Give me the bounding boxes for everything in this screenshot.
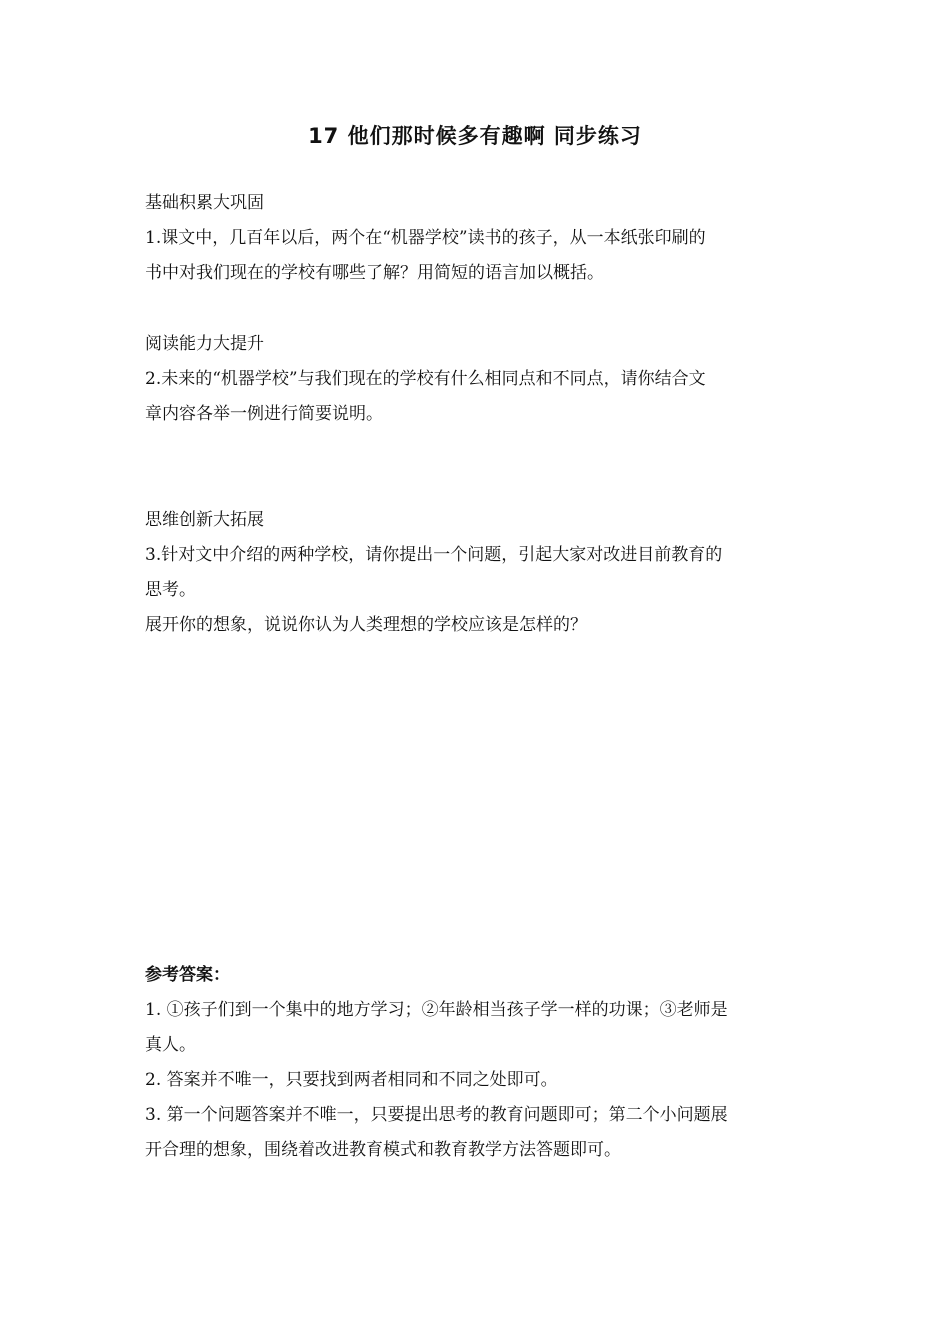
section-basic [145, 186, 810, 291]
section-heading-reading: 阅读能力大提升 [145, 334, 264, 354]
answers-heading: 参考答案： [145, 965, 230, 985]
answer-line: 开合理的想象，围绕着改进教育模式和教育教学方法答题即可。 [145, 1140, 621, 1160]
section-thinking [145, 503, 810, 643]
question-3-line-1: 3.针对文中介绍的两种学校，请你提出一个问题，引起大家对改进目前教育的 [145, 545, 723, 565]
question-1-line-1: 1.课文中，几百年以后，两个在“机器学校”读书的孩子，从一本纸张印刷的 [145, 228, 706, 248]
question-3-line-3: 展开你的想象，说说你认为人类理想的学校应该是怎样的？ [145, 615, 587, 635]
section-heading-thinking: 思维创新大拓展 [145, 510, 264, 530]
section-heading-basic: 基础积累大巩固 [145, 193, 264, 213]
document-title: 17 他们那时候多有趣啊 同步练习 [308, 124, 642, 148]
answer-line: 1. ①孩子们到一个集中的地方学习；②年龄相当孩子学一样的功课；③老师是 [145, 1000, 728, 1020]
question-2-line-1: 2.未来的“机器学校”与我们现在的学校有什么相同点和不同点，请你结合文 [145, 369, 706, 389]
question-2-line-2: 章内容各举一例进行简要说明。 [145, 404, 383, 424]
answer-line: 3. 第一个问题答案并不唯一，只要提出思考的教育问题即可；第二个小问题展 [145, 1105, 728, 1125]
answers-section [145, 958, 810, 1168]
answer-line: 2. 答案并不唯一，只要找到两者相同和不同之处即可。 [145, 1070, 558, 1090]
question-1-line-2: 书中对我们现在的学校有哪些了解？用简短的语言加以概括。 [145, 263, 604, 283]
question-3-line-2: 思考。 [145, 580, 196, 600]
section-reading [145, 327, 810, 432]
answer-line: 真人。 [145, 1035, 196, 1055]
